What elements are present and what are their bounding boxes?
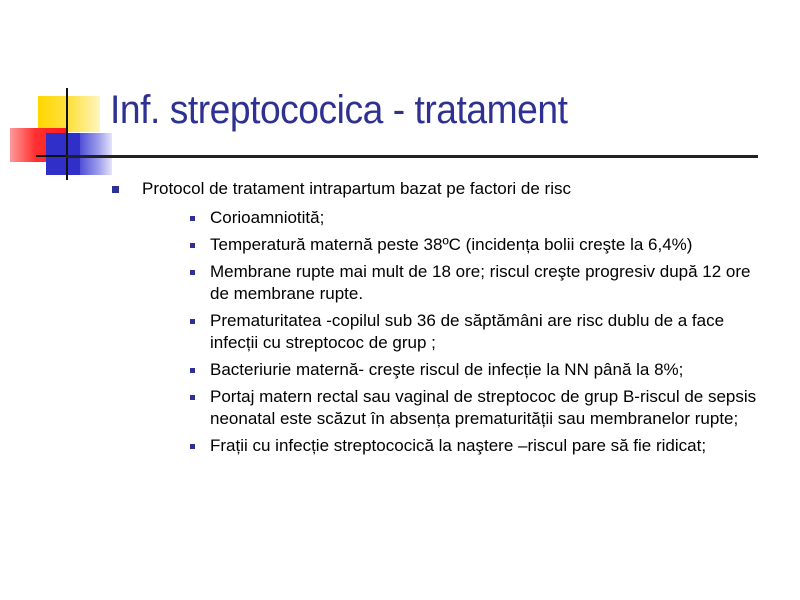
deco-vertical-line: [66, 88, 68, 180]
sub-bullet-text: Portaj matern rectal sau vaginal de streptococ de grup B-riscul de sepsis neonatal este scăzut în absența prematurității sau membranelor rupte;: [210, 387, 757, 428]
square-bullet-icon: [190, 395, 195, 400]
sub-bullet: [190, 207, 770, 229]
sub-bullet-text: Bacteriurie maternă- creşte riscul de infecție la NN până la 8%;: [210, 360, 684, 379]
sub-bullet-text: Membrane rupte mai mult de 18 ore; riscul creşte progresiv după 12 ore de membrane rupte.: [210, 262, 751, 303]
deco-blue-block: [46, 133, 80, 175]
sub-bullet: [190, 261, 770, 305]
sub-bullet-text: Corioamniotită;: [210, 208, 325, 227]
sub-bullet-text: Temperatură maternă peste 38ºC (incidența bolii creşte la 6,4%): [210, 235, 693, 254]
deco-blue-fade-block: [80, 133, 112, 175]
square-bullet-icon: [190, 243, 195, 248]
sub-bullet: [190, 386, 770, 430]
title-underline: [66, 155, 758, 158]
sub-bullet-text: Prematuritatea -copilul sub 36 de săptămâni are risc dublu de a face infecții cu streptococ de grup ;: [210, 311, 725, 352]
sub-bullet: [190, 359, 770, 381]
slide-title: Inf. streptococica - tratament: [110, 88, 568, 132]
sub-bullet: [190, 234, 770, 256]
square-bullet-icon: [190, 444, 195, 449]
main-bullet-text: Protocol de tratament intrapartum bazat pe factori de risc: [142, 179, 571, 198]
square-bullet-icon: [190, 368, 195, 373]
sub-bullet: [190, 310, 770, 354]
deco-yellow-block: [38, 96, 100, 132]
sub-bullet: [190, 435, 770, 457]
square-bullet-icon: [190, 319, 195, 324]
bullet-list: [112, 178, 772, 462]
square-bullet-icon: [112, 186, 119, 193]
sub-bullet-text: Frații cu infecție streptococică la naştere –riscul pare să fie ridicat;: [210, 436, 707, 455]
main-bullet: [112, 178, 772, 200]
square-bullet-icon: [190, 216, 195, 221]
square-bullet-icon: [190, 270, 195, 275]
deco-horizontal-line: [36, 155, 66, 157]
